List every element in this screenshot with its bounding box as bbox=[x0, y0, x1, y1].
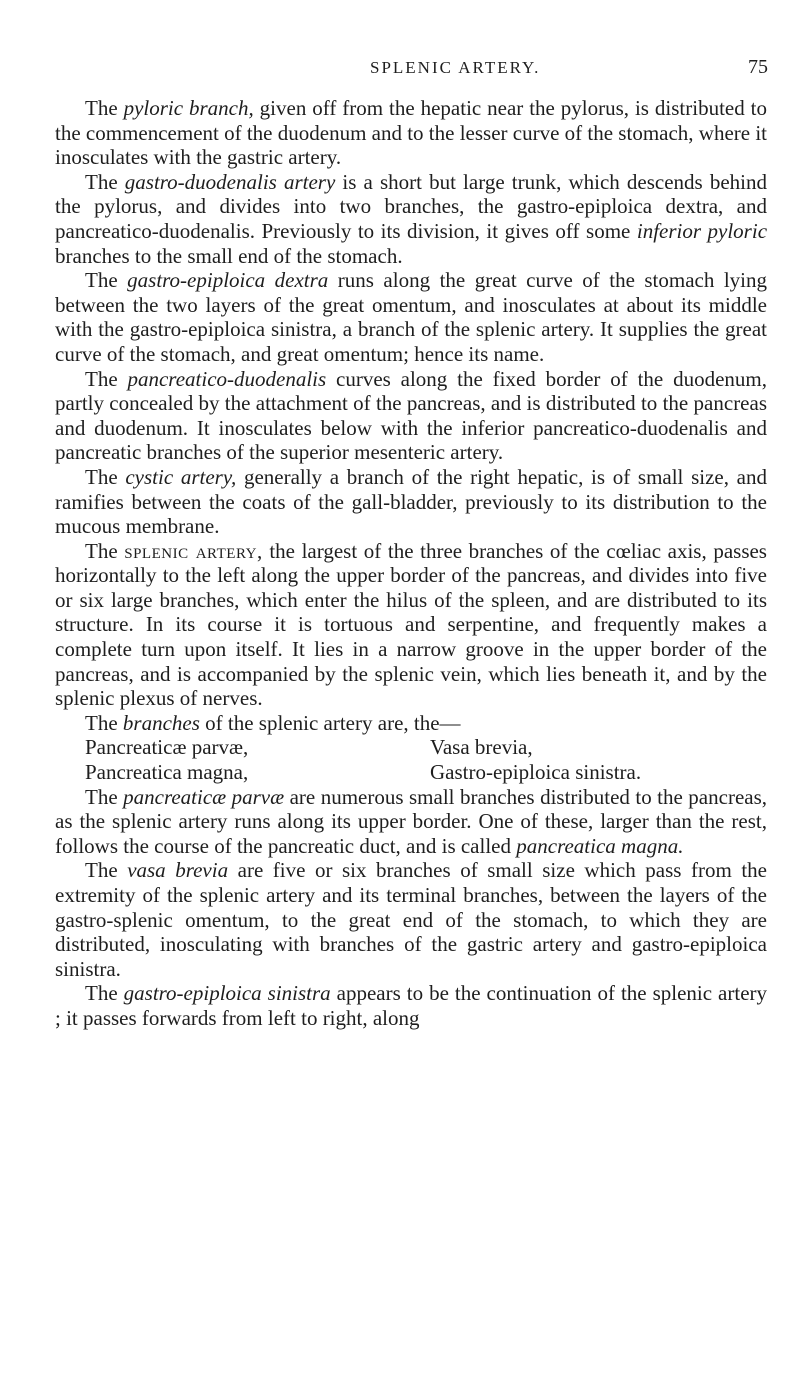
term-inferior-pyloric: inferior pyloric bbox=[636, 218, 768, 243]
paragraph-gastro-epiploica-dextra: The gastro-epiploica dextra runs along the great curve of the stomach lying between the two layers of the great omentum, and inosculates at about its middle with the gastro-epiploica sinistra, a branch of the splenic artery. It supplies the great curve of the stomach, and great omentum; hence its name. bbox=[55, 268, 768, 366]
paragraph-pancreaticae-parvae: The pancreaticæ parvæ are numerous small branches distributed to the pancreas, as the splenic artery runs along its upper border. One of these, larger than the rest, follows the course of the pancreatic duct, and is called pancreatica magna. bbox=[55, 784, 768, 858]
paragraph-branches: The branches of the splenic artery are, the— bbox=[85, 710, 461, 735]
list-item: Pancreatica magna, bbox=[85, 760, 249, 785]
paragraph-cystic-artery: The cystic artery, generally a branch of the right hepatic, is of small size, and ramifies between the coats of the gall-bladder, previously to its distribution to the mucous membrane. bbox=[55, 464, 767, 539]
term-gastro-duodenalis: gastro-duodenalis artery bbox=[124, 169, 336, 194]
paragraph-splenic-artery: The splenic artery, the largest of the three branches of the cœliac axis, passes horizontally to the left along the upper border of the pancreas, and divides into five or six large branches, which enter the hilus of the spleen, and are distributed to its structure. In its course it is tortuous and serpentine, and frequently makes a complete turn upon itself. It lies in a narrow groove in the upper border of the pancreas, and is accompanied by the splenic vein, which lies beneath it, and by the splenic plexus of nerves. bbox=[55, 538, 767, 711]
term-pancreatico-duodenalis: pancreatico-duodenalis bbox=[127, 366, 327, 391]
term-cystic-artery: cystic artery, bbox=[125, 464, 237, 489]
paragraph-vasa-brevia: The vasa brevia are five or six branches of small size which pass from the extremity of the splenic artery and its terminal branches, between the layers of the gastro-splenic omentum, to the great end of the stomach, to which they are distributed, inosculating with branches of the gastric artery and gastro-epiploica sinistra. bbox=[55, 858, 767, 981]
term-gastro-epiploica-dextra: gastro-epiploica dextra bbox=[127, 268, 329, 293]
list-item: Gastro-epiploica sinistra. bbox=[430, 760, 642, 785]
running-head: SPLENIC ARTERY. bbox=[370, 58, 541, 77]
body-text bbox=[55, 96, 767, 1031]
term-branches: branches bbox=[122, 710, 200, 735]
list-item: Pancreaticæ parvæ, bbox=[85, 735, 249, 760]
list-item: Vasa brevia, bbox=[430, 735, 533, 760]
term-vasa-brevia: vasa brevia bbox=[127, 858, 229, 883]
term-splenic-artery: splenic artery, bbox=[124, 538, 263, 563]
term-gastro-epiploica-sinistra: gastro-epiploica sinistra bbox=[123, 981, 331, 1006]
term-pyloric-branch: pyloric branch, bbox=[123, 96, 254, 120]
term-pancreatica-magna: pancreatica magna. bbox=[516, 833, 684, 858]
page-number: 75 bbox=[748, 56, 768, 78]
paragraph-pancreatico-duodenalis: The pancreatico-duodenalis curves along the fixed border of the duodenum, partly concealed by the attachment of the pancreas, and is distributed to the pancreas and duodenum. It inosculates below with the inferior pancreatico-duodenalis and pancreatic branches of the superior mesenteric artery. bbox=[55, 366, 767, 465]
paragraph-gastro-epiploica-sinistra: The gastro-epiploica sinistra appears to be the continuation of the splenic artery ; it passes forwards from left to right, along bbox=[55, 981, 768, 1030]
paragraph-gastro-duodenalis: The gastro-duodenalis artery is a short but large trunk, which descends behind the pylorus, and divides into two branches, the gastro-epiploica dextra, and pancreatico-duodenalis. Previously to its division, it gives off some inferior pyloric branches to the small end of the stomach. bbox=[55, 169, 768, 268]
term-pancreaticae-parvae: pancreaticæ parvæ bbox=[123, 784, 285, 809]
branch-list bbox=[55, 735, 767, 784]
paragraph-pyloric-branch: The pyloric branch, given off from the hepatic near the pylorus, is distributed to the commencement of the duodenum and to the lesser curve of the stomach, where it inosculates with the gastric artery. bbox=[55, 96, 768, 170]
